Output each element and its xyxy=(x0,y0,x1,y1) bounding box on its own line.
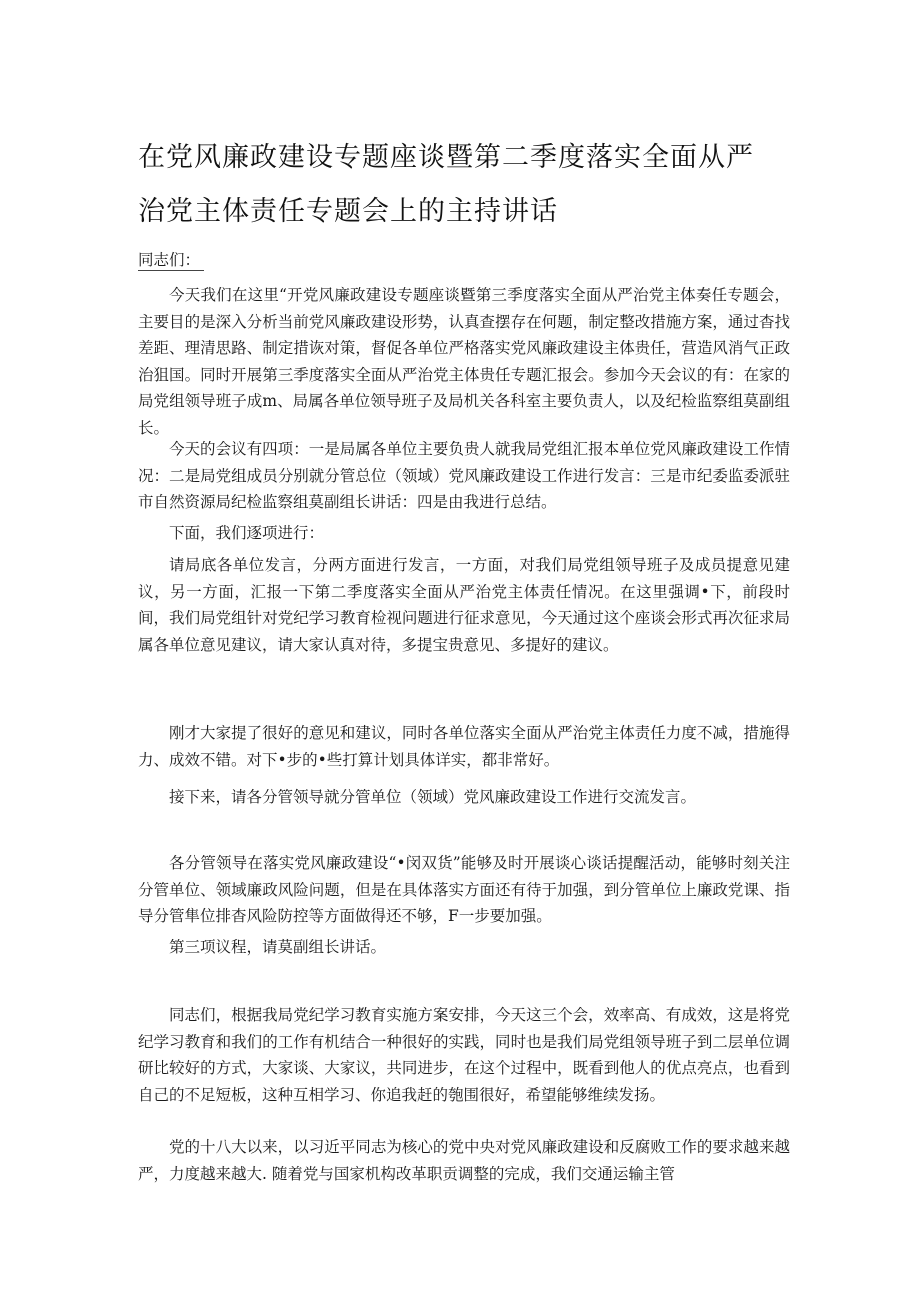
paragraph-opening: 今天我们在这里“开党风廉政建设专题座谈暨第三季度落实全面从严治党主体奏任专题会，主要目的是深入分析当前党风廉政建设形势，认真查摆存在何题，制定整改措施方案，通过杳找差距、理清思路、制定措诙对策，督促各单位严格落实党风廉政建设主体贵任，营造风消气正政治狙国。同时开展第三季度落实全面从严治党主体贵任专题汇报会。参加今天会议的有：在家的局党组领导班子成m、局属各单位领导班子及局机关各科室主要负责人，以及纪检监察组莫副组长。 xyxy=(138,286,790,437)
document-title-line-2: 治党主体责任专题会上的主持讲话 xyxy=(138,196,558,227)
paragraph-next-item: 接下来，请各分管领导就分管单位（领域）党风廉政建设工作进行交流发言。 xyxy=(169,788,697,806)
paragraph-comment: 刚才大家提了很好的意见和建议，同时各单位落实全面从严治党主体责任力度不减，措施得力、成效不错。对下•步的•些打算计划具体详实，都非常好。 xyxy=(138,724,790,769)
salutation: 同志们： xyxy=(138,250,204,271)
paragraph-third-item: 第三项议程，请莫副组长讲话。 xyxy=(169,938,387,956)
paragraph-closing: 党的十八大以来，以习近平同志为核心的党中央对党风廉政建设和反腐败工作的要求越来越严，力度越来越大. 随着党与国家机构改革职贡调整的完成，我们交通运输主管 xyxy=(138,1138,790,1183)
paragraph-proceed: 下面，我们逐项进行： xyxy=(169,524,325,542)
paragraph-unit-speeches: 请局底各单位发言，分两方面进行发言，一方面，对我们局党组领导班子及成员提意见建议，另一方面，汇报一下第二季度落实全面从严治党主体责任情况。在这里强调•下，前段时间，我们局党组针对党纪学习教育检视问题进行征求意见，今天通过这个座谈会形式再次征求局属各单位意见建议，请大家认真对待，多提宝贵意见、多提好的建议。 xyxy=(138,556,790,654)
paragraph-summary: 同志们，根据我局党纪学习教育实施方案安排，今天这三个会，效率高、有成效，这是将党纪学习教育和我们的工作有机结合一种很好的实践，同时也是我们局党组领导班子到二层单位调研比较好的方式，大家谈、大家议，共同进步，在这个过程中，既看到他人的优点亮点，也看到自己的不足短板，这种互相学习、你追我赶的匏围很好，希望能够维续发扬。 xyxy=(138,1006,790,1104)
paragraph-leader-comment: 各分管领导在落实党风廉政建设“•闵双货”能够及时开展谈心谈话提醒活动，能够时刻关注分管单位、领域廉政风险问题，但是在具体落实方面还有待于加强，到分管单位上廉政党课、指导分管隼位排杳风险防控等方面做得还不够，F一步要加强。 xyxy=(138,854,790,925)
paragraph-agenda: 今天的会议有四项：一是局属各单位主要负贵人就我局党组汇报本单位党风廉政建设工作情况：二是局党组成员分别就分管总位（领域）党风廉政建设工作进行发言：三是市纪委监委派驻市自然资源局纪检监察组莫副组长讲话：四是由我进行总结。 xyxy=(138,440,790,511)
document-title-line-1: 在党风廉政建设专题座谈暨第二季度落实全面从严 xyxy=(138,142,754,173)
